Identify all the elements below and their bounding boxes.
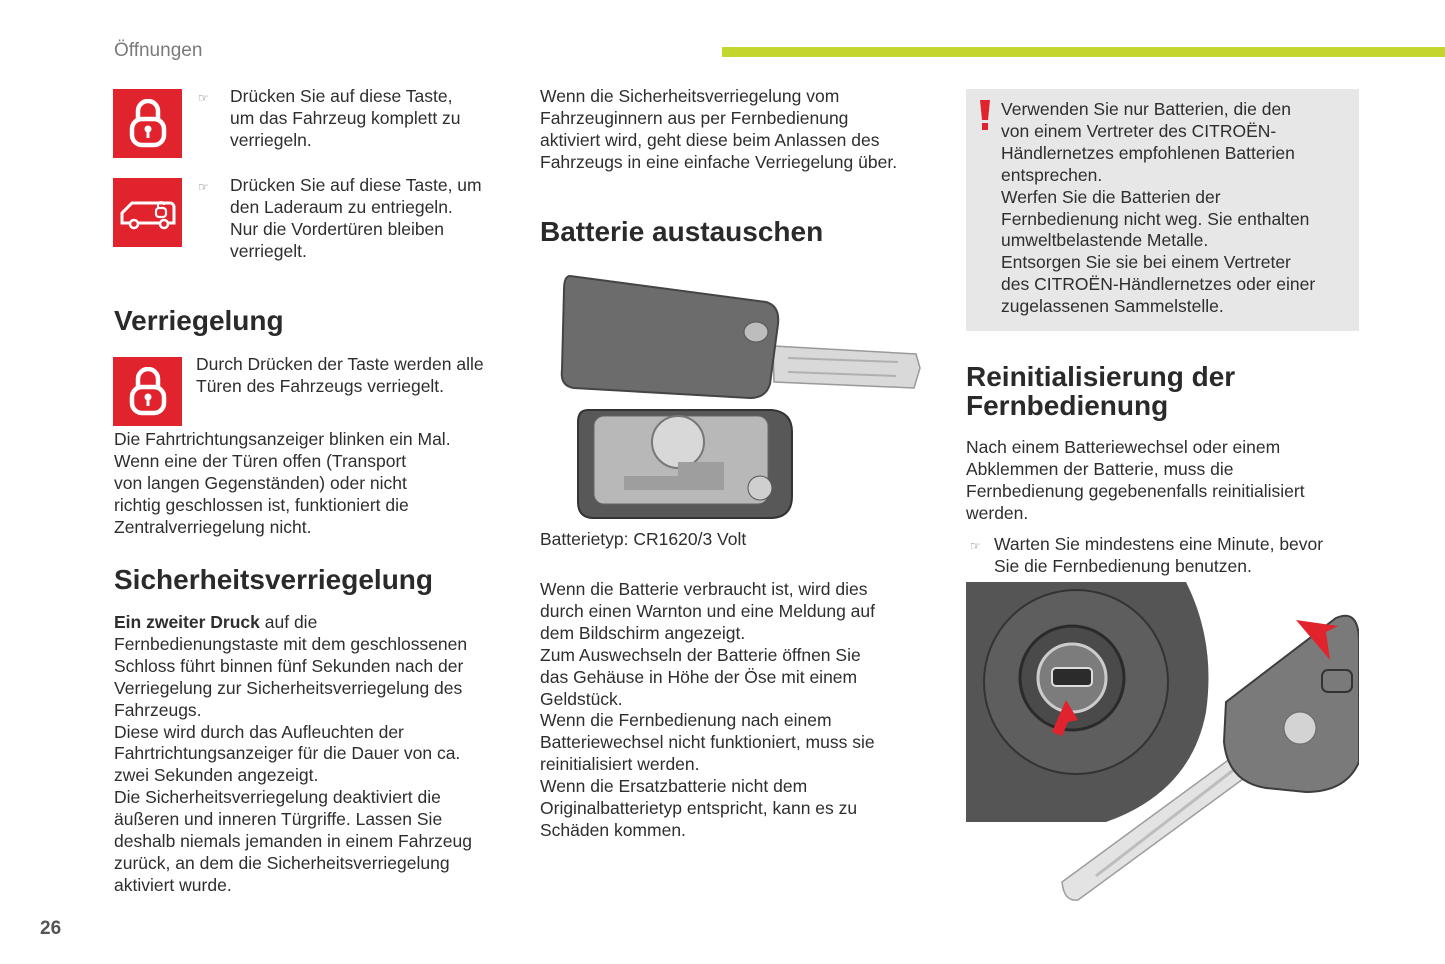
lock-button-description: Drücken Sie auf diese Taste, um das Fahrzeug komplett zu verriegeln. [230, 86, 461, 150]
remote-key-battery-illustration [548, 266, 928, 522]
bullet-icon: ☞ [198, 180, 209, 194]
section-accent-bar [722, 47, 1445, 57]
ignition-key-illustration [966, 582, 1359, 910]
sicherheit-body: Ein zweiter Druck auf die Fernbedienungstaste mit dem geschlossenen Schloss führt binnen fünf Sekunden nach der Verriegelung zur Sicherheitsverriegelung des Fahrzeugs. Diese wird durch das Aufleuchten der Fahrtrichtungsanzeiger für die Dauer von ca. zwei Sekunden angezeigt. Die Sicherheitsverriegelung deaktiviert die äußeren und inneren Türgriffe. Lassen Sie deshalb niemals jemanden in einem Fahrzeug zurück, an dem die Sicherheitsverriegelung aktiviert wurde. [114, 612, 472, 895]
warning-text: Verwenden Sie nur Batterien, die den von einem Vertreter des CITROËN- Händlernetzes empfohlenen Batterien entsprechen. Werfen Sie die Batterien der Fernbedienung nicht weg. Sie enthalten umweltbelastende Metalle. Entsorgen Sie sie bei einem Vertreter des CITROËN-Händlernetzes oder einer zugelassenen Sammelstelle. [1001, 99, 1316, 317]
bullet-icon: ☞ [198, 91, 209, 105]
reinit-body: Nach einem Batteriewechsel oder einem Abklemmen der Batterie, muss die Fernbedienung gegebenenfalls reinitialisiert werden. [966, 437, 1305, 523]
lock-icon [113, 357, 182, 426]
heading-batterie-austauschen: Batterie austauschen [540, 216, 824, 247]
security-lock-intro: Wenn die Sicherheitsverriegelung vom Fahrzeuginnern aus per Fernbedienung aktiviert wird, geht diese beim Anlassen des Fahrzeugs in eine einfache Verriegelung über. [540, 86, 898, 172]
section-title: Öffnungen [114, 40, 203, 61]
battery-body: Wenn die Batterie verbraucht ist, wird dies durch einen Warnton und eine Meldung auf dem Bildschirm angezeigt. Zum Auswechseln der Batterie öffnen Sie das Gehäuse in Höhe der Öse mit einem Geldstück. Wenn die Fernbedienung nach einem Batteriewechsel nicht funktioniert, muss sie reinitialisiert werden. Wenn die Ersatzbatterie nicht dem Originalbatterietyp entspricht, kann es zu Schäden kommen. [540, 579, 875, 840]
bullet-icon: ☞ [970, 539, 981, 553]
lock-icon [113, 89, 182, 158]
van-unlock-icon [113, 178, 182, 247]
warning-exclamation-icon [978, 98, 992, 132]
verriegelung-body: Die Fahrtrichtungsanzeiger blinken ein Mal. Wenn eine der Türen offen (Transport von langen Gegenständen) oder nicht richtig geschlossen ist, funktioniert die Zentralverriegelung nicht. [114, 429, 451, 537]
cargo-unlock-description: Drücken Sie auf diese Taste, um den Laderaum zu entriegeln. Nur die Vordertüren bleiben verriegelt. [230, 175, 482, 261]
page-number: 26 [40, 918, 62, 939]
heading-sicherheitsverriegelung: Sicherheitsverriegelung [114, 564, 434, 595]
battery-type: Batterietyp: CR1620/3 Volt [540, 529, 747, 549]
heading-verriegelung: Verriegelung [114, 305, 284, 336]
lock-all-doors-text: Durch Drücken der Taste werden alle Türen des Fahrzeugs verriegelt. [196, 354, 484, 396]
heading-reinitialisierung: Reinitialisierung der Fernbedienung [966, 361, 1236, 421]
reinit-instruction: Warten Sie mindestens eine Minute, bevor Sie die Fernbedienung benutzen. [994, 534, 1324, 576]
